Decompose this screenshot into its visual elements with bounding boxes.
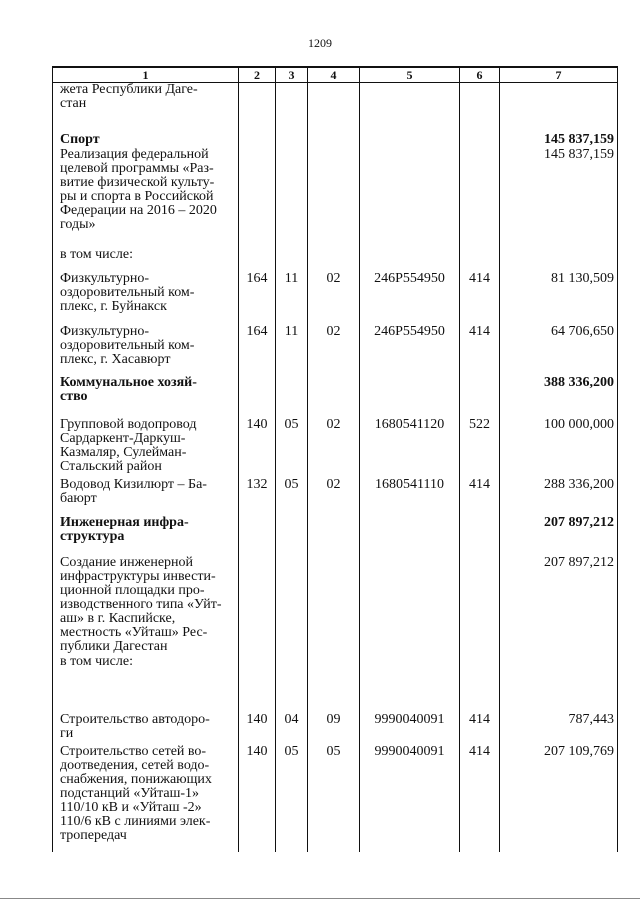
row-target-article: 9990040091: [360, 742, 460, 852]
table-row: [53, 516, 618, 556]
row-section: [276, 376, 308, 416]
row-expense-type: [460, 83, 500, 126]
row-expense-type: [460, 126, 500, 148]
row-subsection: 05: [308, 742, 360, 852]
row-admin-code: 140: [239, 703, 276, 742]
row-target-article: [360, 83, 460, 126]
row-admin-code: 164: [239, 323, 276, 376]
row-name: Водовод Кизилюрт – Ба- баюрт: [53, 476, 239, 516]
scan-edge-line: [0, 898, 640, 899]
row-target-article: 1680541110: [360, 476, 460, 516]
row-section: 05: [276, 416, 308, 476]
row-amount: [500, 246, 618, 270]
row-name: жета Республики Даге- стан: [53, 83, 239, 126]
header-row: [53, 67, 618, 83]
row-section: 05: [276, 476, 308, 516]
row-amount: 100 000,000: [500, 416, 618, 476]
table-row: [53, 376, 618, 416]
row-amount: 145 837,159: [500, 126, 618, 148]
row-target-article: [360, 516, 460, 556]
row-expense-type: 414: [460, 703, 500, 742]
row-section: [276, 516, 308, 556]
row-name: Групповой водопровод Сардаркент-Даркуш- Казмаляр, Сулейман- Стальский район: [53, 416, 239, 476]
row-amount: 388 336,200: [500, 376, 618, 416]
row-section: [276, 148, 308, 246]
row-name: Спорт: [53, 126, 239, 148]
row-amount: 787,443: [500, 703, 618, 742]
row-admin-code: [239, 655, 276, 703]
row-expense-type: [460, 148, 500, 246]
row-expense-type: [460, 246, 500, 270]
row-amount: 145 837,159: [500, 148, 618, 246]
row-subsection: [308, 126, 360, 148]
row-admin-code: 140: [239, 416, 276, 476]
row-target-article: 246P554950: [360, 323, 460, 376]
table-row: [53, 148, 618, 246]
page-number: 1209: [308, 36, 332, 50]
row-expense-type: 414: [460, 323, 500, 376]
column-header: 3: [276, 67, 308, 83]
row-name: Строительство автодоро- ги: [53, 703, 239, 742]
row-subsection: 02: [308, 476, 360, 516]
table-row: [53, 126, 618, 148]
row-name: Инженерная инфра- структура: [53, 516, 239, 556]
row-admin-code: [239, 126, 276, 148]
table-row: [53, 476, 618, 516]
table-row: [53, 270, 618, 323]
row-amount: 81 130,509: [500, 270, 618, 323]
row-amount: 207 897,212: [500, 516, 618, 556]
row-subsection: 02: [308, 416, 360, 476]
row-name: Реализация федеральной целевой программы «Раз- витие физической культу- ры и спорта в Российской Федерации на 2016 – 2020 годы»: [53, 148, 239, 246]
table-row: [53, 83, 618, 126]
row-amount: 64 706,650: [500, 323, 618, 376]
row-admin-code: [239, 516, 276, 556]
row-subsection: [308, 556, 360, 655]
table-row: [53, 556, 618, 655]
column-header: 6: [460, 67, 500, 83]
column-header: 7: [500, 67, 618, 83]
row-target-article: [360, 246, 460, 270]
row-admin-code: 164: [239, 270, 276, 323]
row-section: [276, 246, 308, 270]
row-section: [276, 83, 308, 126]
table-row: [53, 655, 618, 703]
row-subsection: 02: [308, 323, 360, 376]
row-target-article: 246P554950: [360, 270, 460, 323]
row-expense-type: 414: [460, 270, 500, 323]
row-amount: 207 109,769: [500, 742, 618, 852]
row-section: 11: [276, 323, 308, 376]
row-admin-code: [239, 246, 276, 270]
row-section: 05: [276, 742, 308, 852]
row-amount: [500, 83, 618, 126]
column-header: 5: [360, 67, 460, 83]
row-subsection: [308, 83, 360, 126]
row-expense-type: 414: [460, 476, 500, 516]
budget-table: [52, 66, 618, 852]
row-target-article: [360, 126, 460, 148]
row-section: [276, 126, 308, 148]
row-target-article: [360, 556, 460, 655]
table-row: [53, 703, 618, 742]
row-expense-type: [460, 376, 500, 416]
row-admin-code: [239, 148, 276, 246]
row-subsection: [308, 376, 360, 416]
row-subsection: [308, 246, 360, 270]
row-target-article: [360, 376, 460, 416]
column-header: 1: [53, 67, 239, 83]
row-admin-code: 140: [239, 742, 276, 852]
row-section: [276, 556, 308, 655]
row-name: Физкультурно- оздоровительный ком- плекс, г. Хасавюрт: [53, 323, 239, 376]
row-subsection: 02: [308, 270, 360, 323]
row-name: Физкультурно- оздоровительный ком- плекс, г. Буйнакск: [53, 270, 239, 323]
row-name: Строительство сетей во- доотведения, сетей водо- снабжения, понижающих подстанций «Уйташ-1» 110/10 кВ и «Уйташ -2» 110/6 кВ с линиями элек- тропередач: [53, 742, 239, 852]
table-body: [53, 83, 618, 852]
row-target-article: 9990040091: [360, 703, 460, 742]
table-row: [53, 416, 618, 476]
row-target-article: [360, 655, 460, 703]
row-expense-type: 414: [460, 742, 500, 852]
row-admin-code: [239, 556, 276, 655]
table-row: [53, 742, 618, 852]
row-section: 04: [276, 703, 308, 742]
row-admin-code: 132: [239, 476, 276, 516]
column-header: 4: [308, 67, 360, 83]
row-name: Создание инженерной инфраструктуры инвести- ционной площадки про- изводственного типа «Уйт- аш» в г. Каспийске, местность «Уйташ» Рес- публики Дагестан: [53, 556, 239, 655]
row-subsection: [308, 655, 360, 703]
row-amount: 207 897,212: [500, 556, 618, 655]
row-section: 11: [276, 270, 308, 323]
row-subsection: [308, 148, 360, 246]
table-row: [53, 323, 618, 376]
row-subsection: 09: [308, 703, 360, 742]
row-name: Коммунальное хозяй- ство: [53, 376, 239, 416]
row-amount: [500, 655, 618, 703]
column-header: 2: [239, 67, 276, 83]
row-name: в том числе:: [53, 655, 239, 703]
row-expense-type: [460, 516, 500, 556]
row-target-article: 1680541120: [360, 416, 460, 476]
row-section: [276, 655, 308, 703]
row-expense-type: [460, 655, 500, 703]
row-amount: 288 336,200: [500, 476, 618, 516]
row-target-article: [360, 148, 460, 246]
table-row: [53, 246, 618, 270]
row-expense-type: 522: [460, 416, 500, 476]
row-subsection: [308, 516, 360, 556]
row-admin-code: [239, 83, 276, 126]
row-expense-type: [460, 556, 500, 655]
row-name: в том числе:: [53, 246, 239, 270]
row-admin-code: [239, 376, 276, 416]
